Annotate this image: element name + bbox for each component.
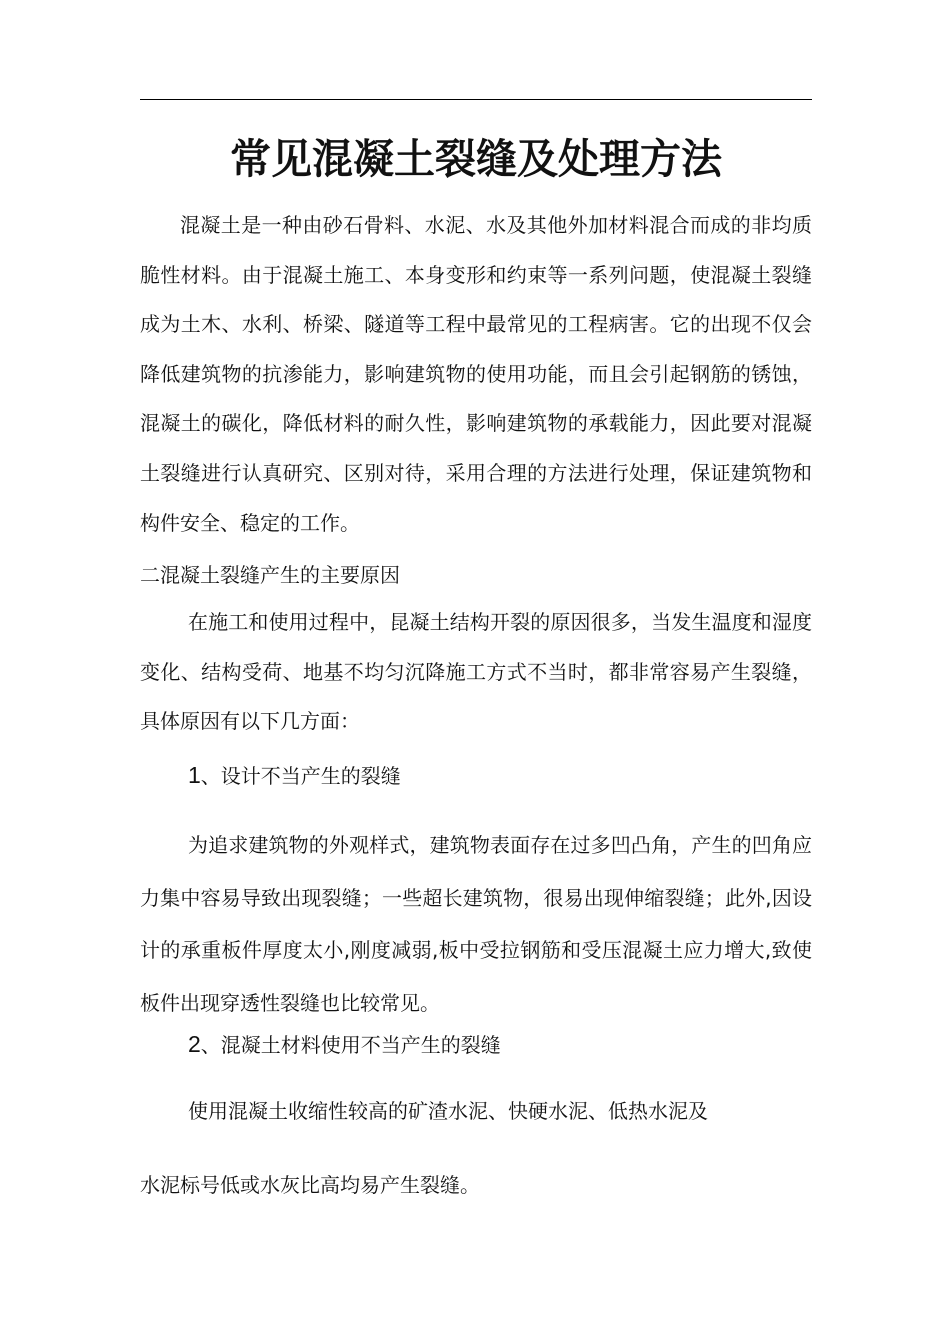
section-heading: 二混凝土裂缝产生的主要原因 xyxy=(140,563,400,587)
header-rule xyxy=(140,99,812,100)
document-title: 常见混凝土裂缝及处理方法 xyxy=(230,135,722,184)
subsection-2-paragraph-line1: 使用混凝土收缩性较高的矿渣水泥、快硬水泥、低热水泥及 xyxy=(188,1099,708,1123)
subsection-1-paragraph: 为追求建筑物的外观样式，建筑物表面存在过多凹凸角，产生的凹角应力集中容易导致出现裂缝；一些超长建筑物，很易出现伸缩裂缝；此外,因设计的承重板件厚度太小,刚度减弱,板中受拉钢筋和受压混凝土应力增大,致使板件出现穿透性裂缝也比较常见。 xyxy=(140,833,812,1015)
subsection-2-paragraph-line2: 水泥标号低或水灰比高均易产生裂缝。 xyxy=(140,1173,480,1197)
subsection-2-heading-text: 、混凝土材料使用不当产生的裂缝 xyxy=(200,1033,501,1057)
section-paragraph: 在施工和使用过程中，昆凝土结构开裂的原因很多，当发生温度和湿度变化、结构受荷、地基不均匀沉降施工方式不当时，都非常容易产生裂缝，具体原因有以下几方面： xyxy=(140,610,812,734)
subsection-2-heading xyxy=(188,1030,501,1059)
subsection-1-number: 1 xyxy=(188,762,201,788)
intro-paragraph: 混凝土是一种由砂石骨料、水泥、水及其他外加材料混合而成的非均质脆性材料。由于混凝土施工、本身变形和约束等一系列问题，使混凝土裂缝成为土木、水利、桥梁、隧道等工程中最常见的工程病害。它的出现不仅会降低建筑物的抗渗能力，影响建筑物的使用功能，而且会引起钢筋的锈蚀，混凝土的碳化，降低材料的耐久性，影响建筑物的承载能力，因此要对混凝土裂缝进行认真研究、区别对待，采用合理的方法进行处理，保证建筑物和构件安全、稳定的工作。 xyxy=(140,213,812,535)
subsection-1-heading-text: 、设计不当产生的裂缝 xyxy=(200,764,401,788)
subsection-2-number: 2 xyxy=(188,1031,201,1057)
subsection-1-heading xyxy=(188,761,401,790)
